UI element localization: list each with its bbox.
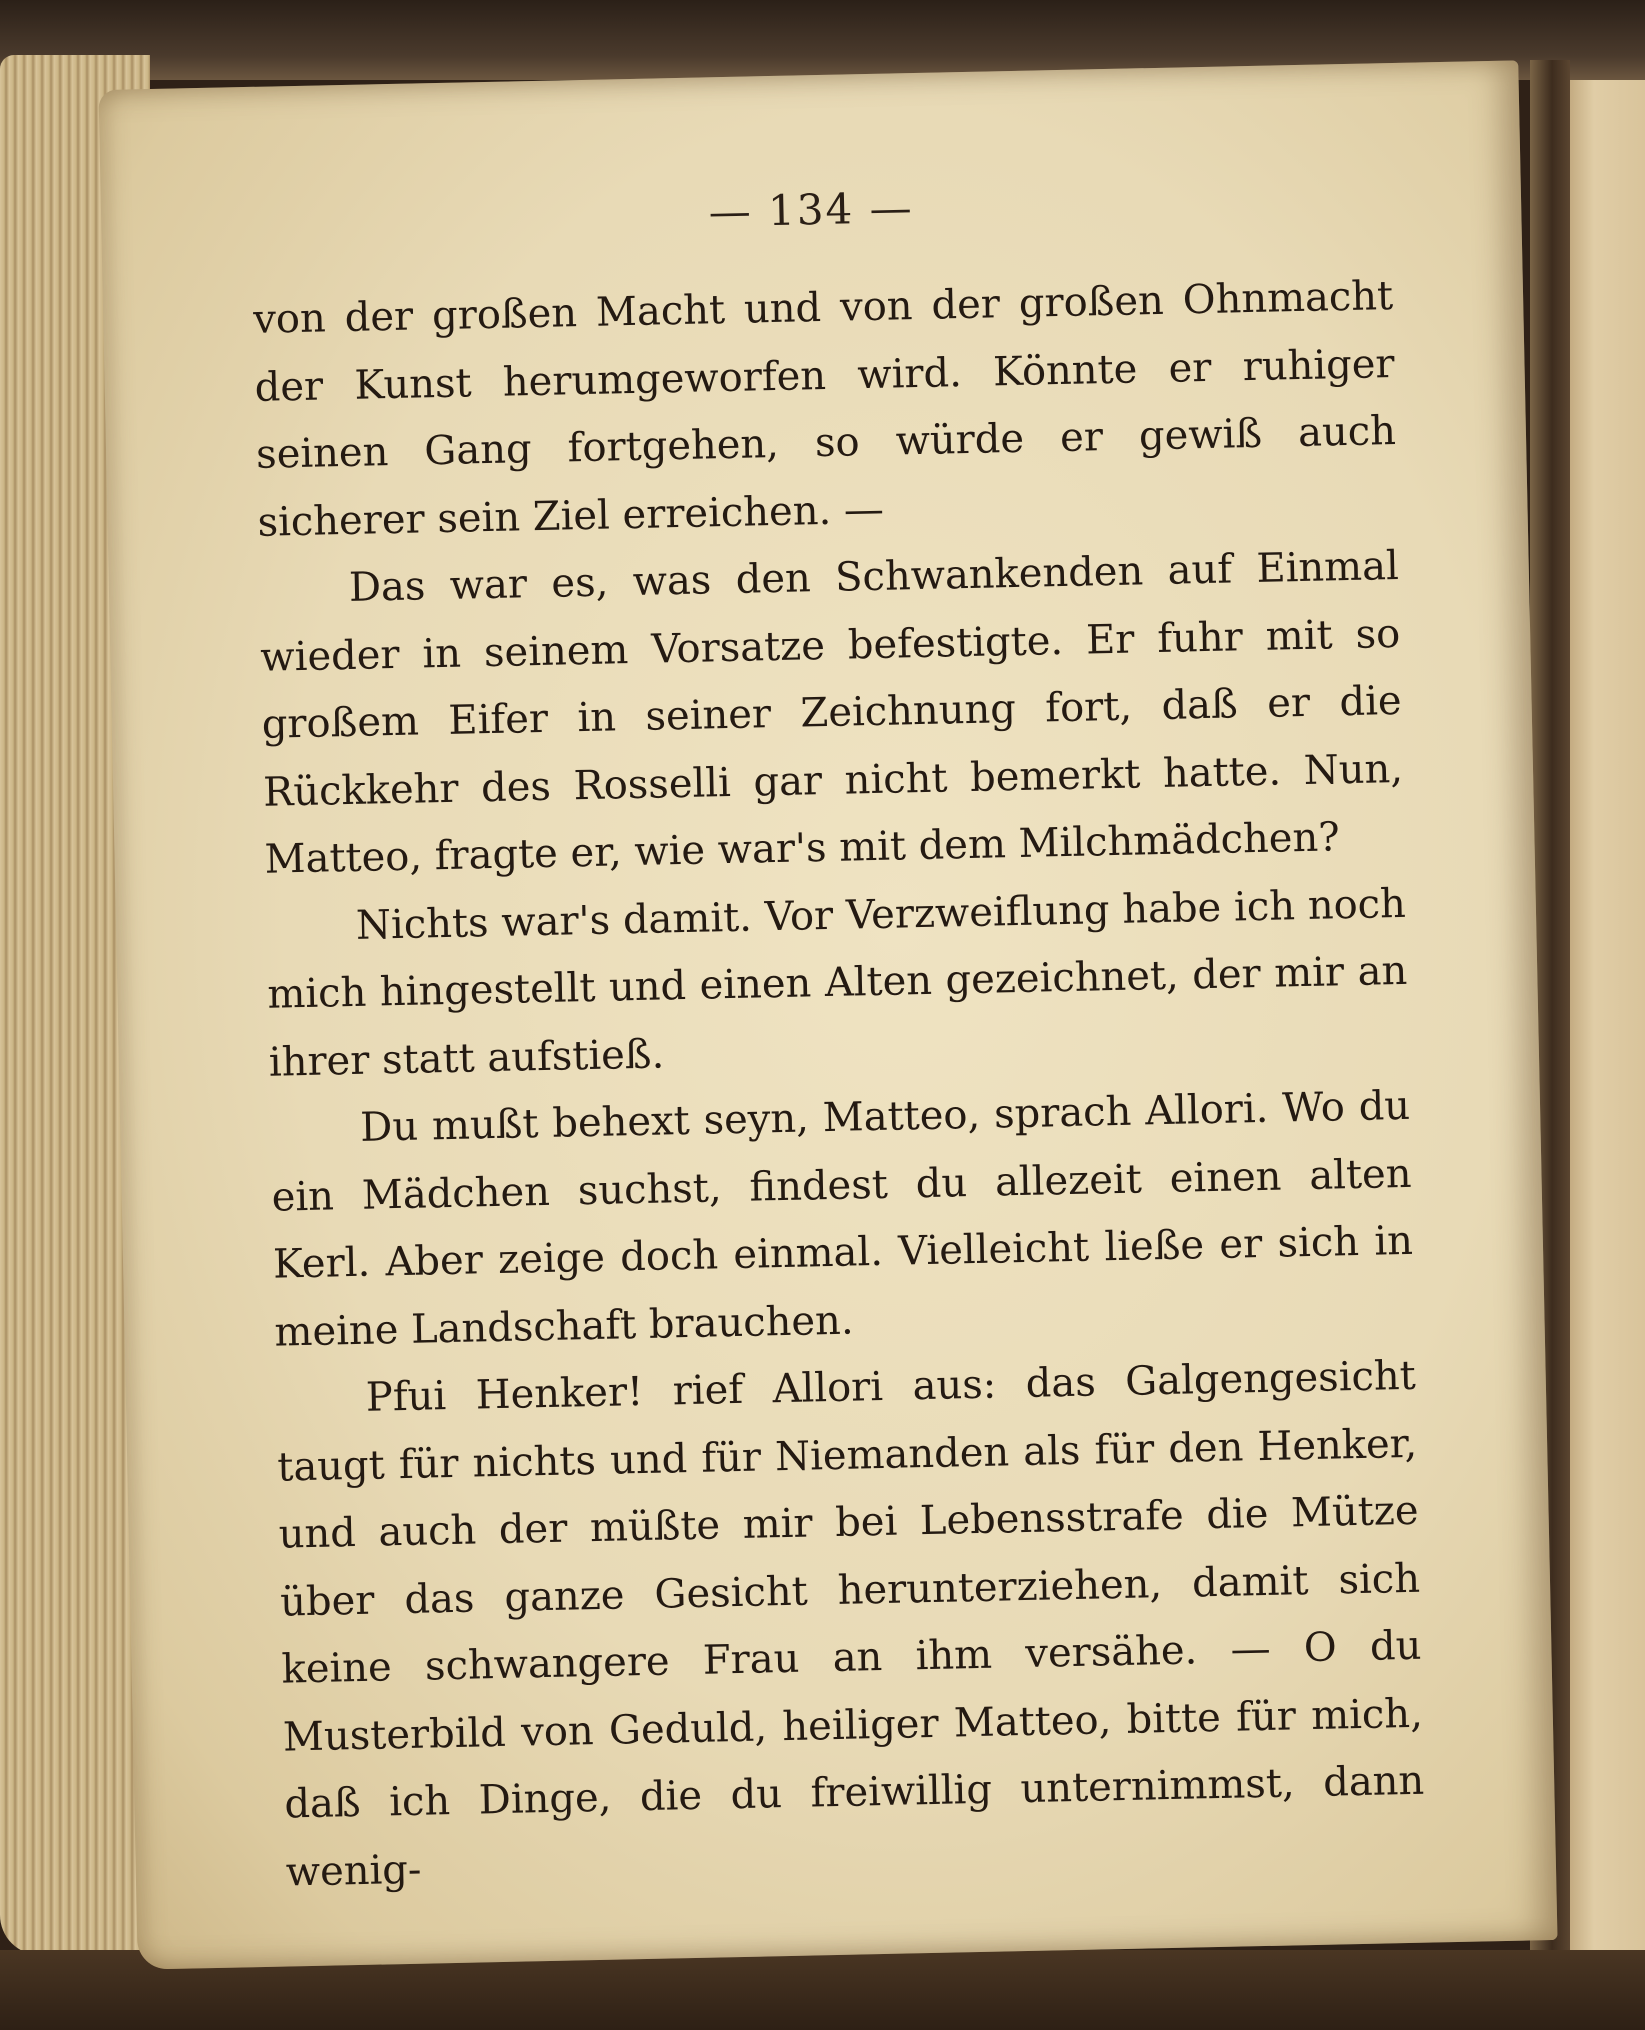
page-number: — 134 — xyxy=(708,183,915,237)
book-page xyxy=(98,60,1557,1969)
paragraph: Du mußt behext seyn, Matteo, sprach Allori. Wo du ein Mädchen suchst, findest du allezeit einen alten Kerl. Aber zeige doch einmal. Vielleicht ließe er sich in meine Landschaft brauchen. xyxy=(271,1082,1414,1356)
paragraph: Pfui Henker! rief Allori aus: das Galgengesicht taugt für nichts und für Niemanden als für den Henker, und auch der müßte mir bei Lebensstrafe die Mütze über das ganze Gesicht herunterziehen, damit sich keine schwangere Frau an ihm versähe. — O du Musterbild von Geduld, heiliger Matteo, bitte für mich, daß ich Dinge, die du freiwillig unternimmst, dann wenig- xyxy=(276,1352,1425,1896)
page-body-text xyxy=(253,263,1427,1907)
paragraph: Nichts war's damit. Vor Verzweiflung habe ich noch mich hingestellt und einen Alten gezeichnet, der mir an ihrer statt aufstieß. xyxy=(266,880,1408,1086)
next-page-edge xyxy=(1560,80,1645,1980)
paragraph: Das war es, was den Schwankenden auf Einmal wieder in seinem Vorsatze befestigte. Er fuhr mit so großem Eifer in seiner Zeichnung fort, daß er die Rückkehr des Rosselli gar nicht bemerkt hatte. Nun, Matteo, fragte er, wie war's mit dem Milchmädchen? xyxy=(259,542,1404,883)
paragraph-continued: von der großen Macht und von der großen Ohnmacht der Kunst herumgeworfen wird. Könnte er ruhiger seinen Gang fortgehen, so würde er gewiß auch sicherer sein Ziel erreichen. — xyxy=(252,273,1397,546)
